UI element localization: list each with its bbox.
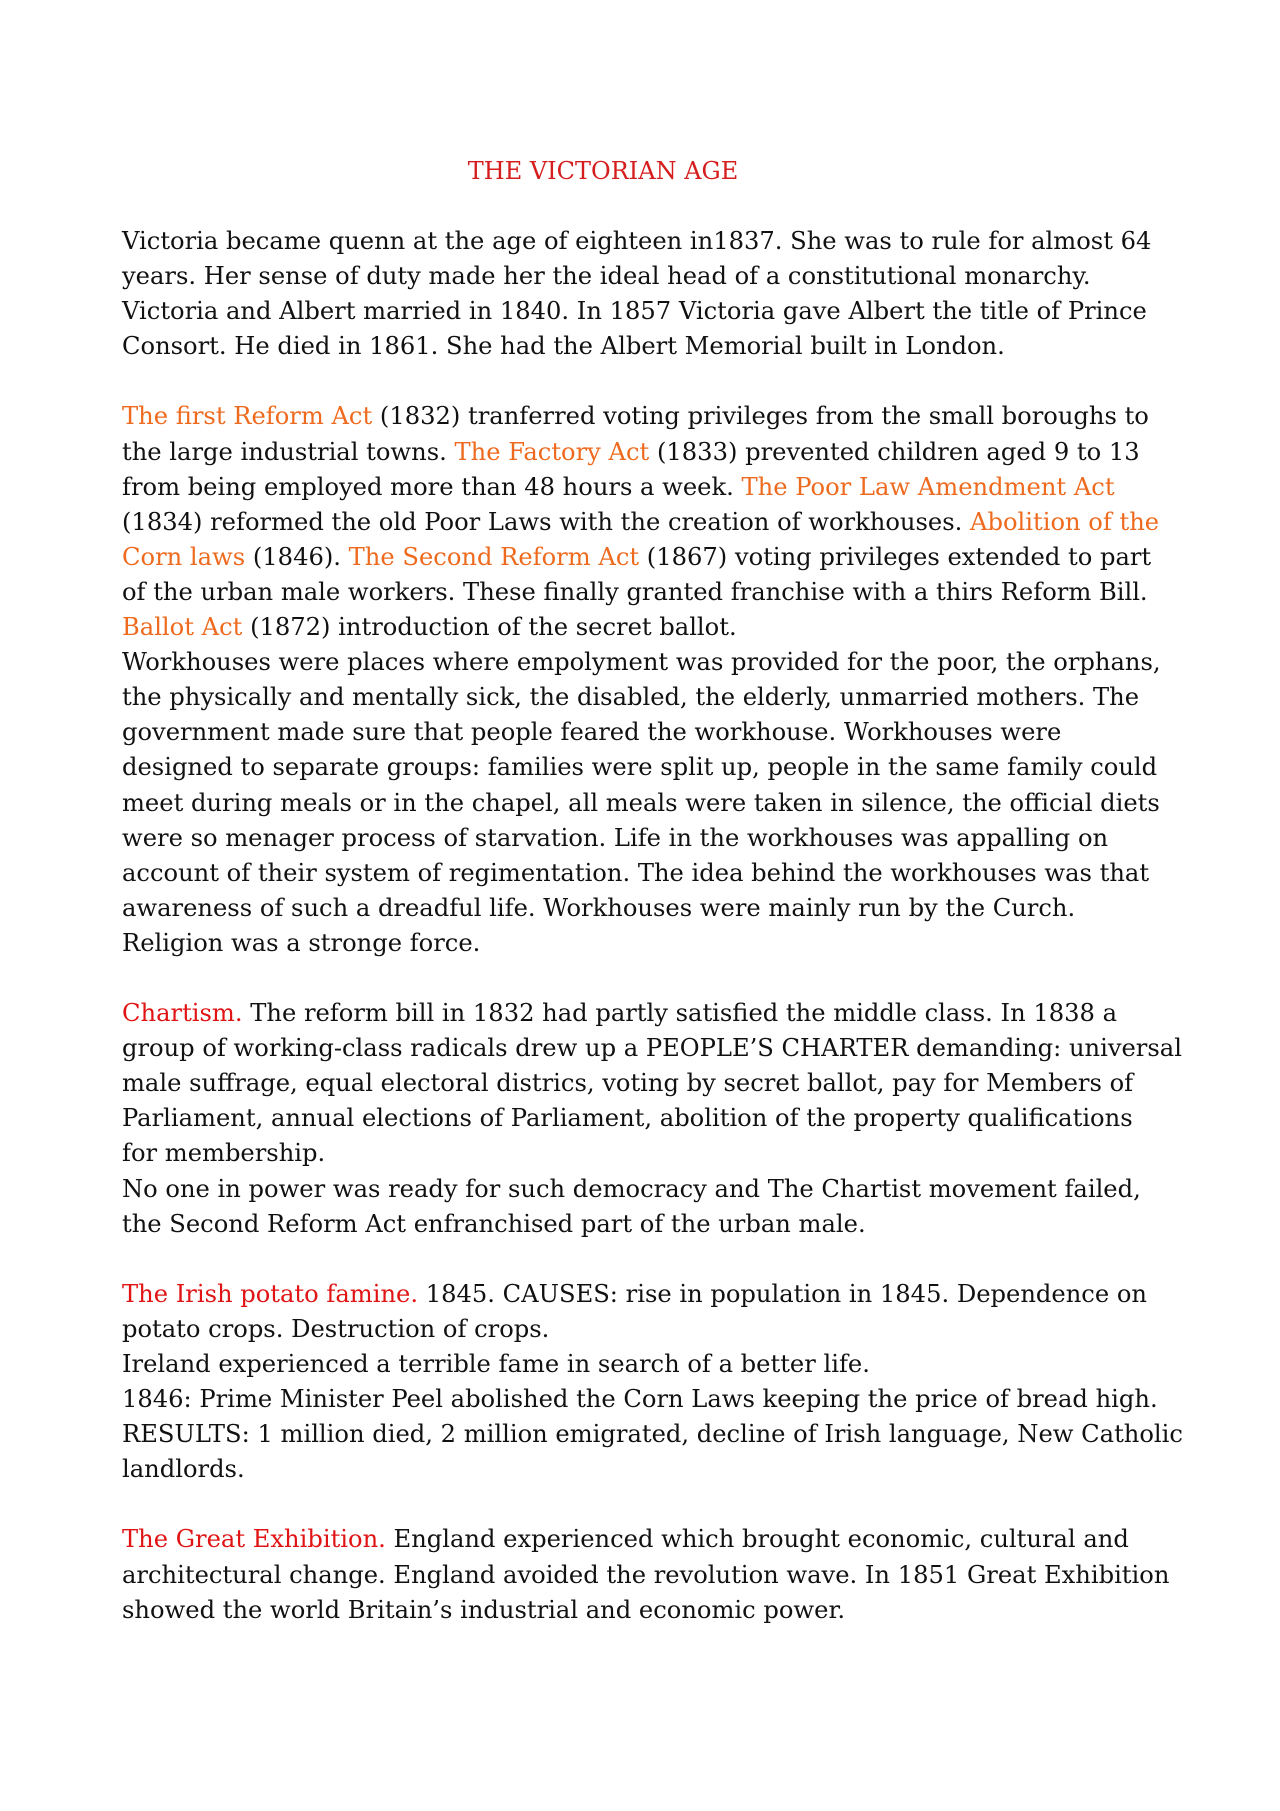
paragraph-workhouses — [122, 645, 1222, 961]
text-line: the physically and mentally sick, the disabled, the elderly, unmarried mothers. The — [122, 683, 1140, 712]
text-line: RESULTS: 1 million died, 2 million emigrated, decline of Irish language, New Catholic — [122, 1420, 1183, 1449]
text-line: architectural change. England avoided the revolution wave. In 1851 Great Exhibition — [122, 1560, 1170, 1589]
text-line: the Second Reform Act enfranchised part of the urban male. — [122, 1209, 866, 1238]
text-line: 1846: Prime Minister Peel abolished the Corn Laws keeping the price of bread high. — [122, 1385, 1158, 1414]
text-line — [122, 399, 1222, 434]
text-line: potato crops. Destruction of crops. — [122, 1314, 550, 1343]
text-line: years. Her sense of duty made her the ideal head of a constitutional monarchy. — [122, 262, 1091, 291]
text-line: landlords. — [122, 1455, 245, 1484]
text-run: from being employed more than 48 hours a week. — [122, 472, 742, 501]
first-reform-act-label: The first Reform Act — [122, 402, 373, 431]
text-line — [122, 435, 1222, 470]
text-line: group of working-class radicals drew up a PEOPLE’S CHARTER demanding: universal — [122, 1034, 1182, 1063]
text-line: male suffrage, equal electoral districs, voting by secret ballot, pay for Members of — [122, 1069, 1134, 1098]
paragraph-famine — [122, 1277, 1222, 1488]
text-line: Workhouses were places where empolyment was provided for the poor, the orphans, — [122, 648, 1161, 677]
text-run: 1845. CAUSES: rise in population in 1845. Dependence on — [418, 1279, 1147, 1308]
text-line: Ireland experienced a terrible fame in search of a better life. — [122, 1350, 870, 1378]
text-line: No one in power was ready for such democracy and The Chartist movement failed, — [122, 1174, 1141, 1203]
paragraph-reforms — [122, 399, 1222, 645]
text-run: (1846). — [245, 542, 349, 571]
ballot-act-label: Ballot Act — [122, 613, 243, 642]
paragraph-victoria — [122, 224, 1222, 364]
paragraph-exhibition — [122, 1522, 1222, 1627]
famine-heading: The Irish potato famine. — [122, 1279, 419, 1308]
text-line: Religion was a stronge force. — [122, 928, 481, 957]
text-run: (1833) prevented children aged 9 to 13 — [649, 437, 1140, 466]
text-run: England experienced which brought economic, cultural and — [385, 1525, 1129, 1554]
text-run: the large industrial towns. — [122, 437, 455, 466]
text-line — [122, 1277, 1222, 1312]
text-run: The reform bill in 1832 had partly satisfied the middle class. In 1838 a — [242, 999, 1117, 1028]
text-line: Victoria and Albert married in 1840. In 1857 Victoria gave Albert the title of Prince — [122, 297, 1147, 326]
second-reform-act-label: The Second Reform Act — [348, 542, 640, 571]
text-line: Victoria became quenn at the age of eighteen in1837. She was to rule for almost 64 — [122, 227, 1152, 255]
text-line — [122, 540, 1222, 575]
text-line — [122, 996, 1222, 1031]
text-run: (1872) introduction of the secret ballot. — [242, 613, 737, 642]
poor-law-act-label: The Poor Law Amendment Act — [741, 472, 1115, 501]
text-line — [122, 505, 1222, 540]
paragraph-chartism — [122, 996, 1222, 1242]
page-title: THE VICTORIAN AGE — [467, 157, 739, 185]
text-run: (1832) tranferred voting privileges from the small boroughs to — [372, 402, 1149, 431]
document-body — [122, 224, 1222, 1663]
text-line: Consort. He died in 1861. She had the Albert Memorial built in London. — [122, 332, 1005, 361]
text-run: (1834) reformed the old Poor Laws with the creation of workhouses. — [122, 507, 970, 536]
text-line: were so menager process of starvation. Life in the workhouses was appalling on — [122, 823, 1109, 852]
text-line: for membership. — [122, 1139, 326, 1168]
text-line: account of their system of regimentation. The idea behind the workhouses was that — [122, 858, 1150, 887]
text-line — [122, 610, 1222, 645]
abolition-corn-laws-label: Abolition of the — [970, 507, 1160, 536]
text-line — [122, 1522, 1222, 1557]
text-run: (1867) voting privileges extended to part — [639, 542, 1152, 571]
text-line: of the urban male workers. These finally granted franchise with a thirs Reform Bill. — [122, 577, 1148, 606]
text-line: government made sure that people feared the workhouse. Workhouses were — [122, 718, 1062, 747]
exhibition-heading: The Great Exhibition. — [122, 1525, 386, 1554]
chartism-heading: Chartism. — [122, 999, 243, 1028]
text-line: showed the world Britain’s industrial and economic power. — [122, 1595, 846, 1624]
abolition-corn-laws-label: Corn laws — [122, 542, 246, 571]
text-line: Parliament, annual elections of Parliament, abolition of the property qualifications — [122, 1104, 1133, 1133]
factory-act-label: The Factory Act — [454, 437, 650, 466]
text-line: awareness of such a dreadful life. Workhouses were mainly run by the Curch. — [122, 893, 1076, 922]
text-line: meet during meals or in the chapel, all meals were taken in silence, the official diets — [122, 788, 1160, 817]
text-line: designed to separate groups: families were split up, people in the same family could — [122, 753, 1158, 782]
text-line — [122, 470, 1222, 505]
